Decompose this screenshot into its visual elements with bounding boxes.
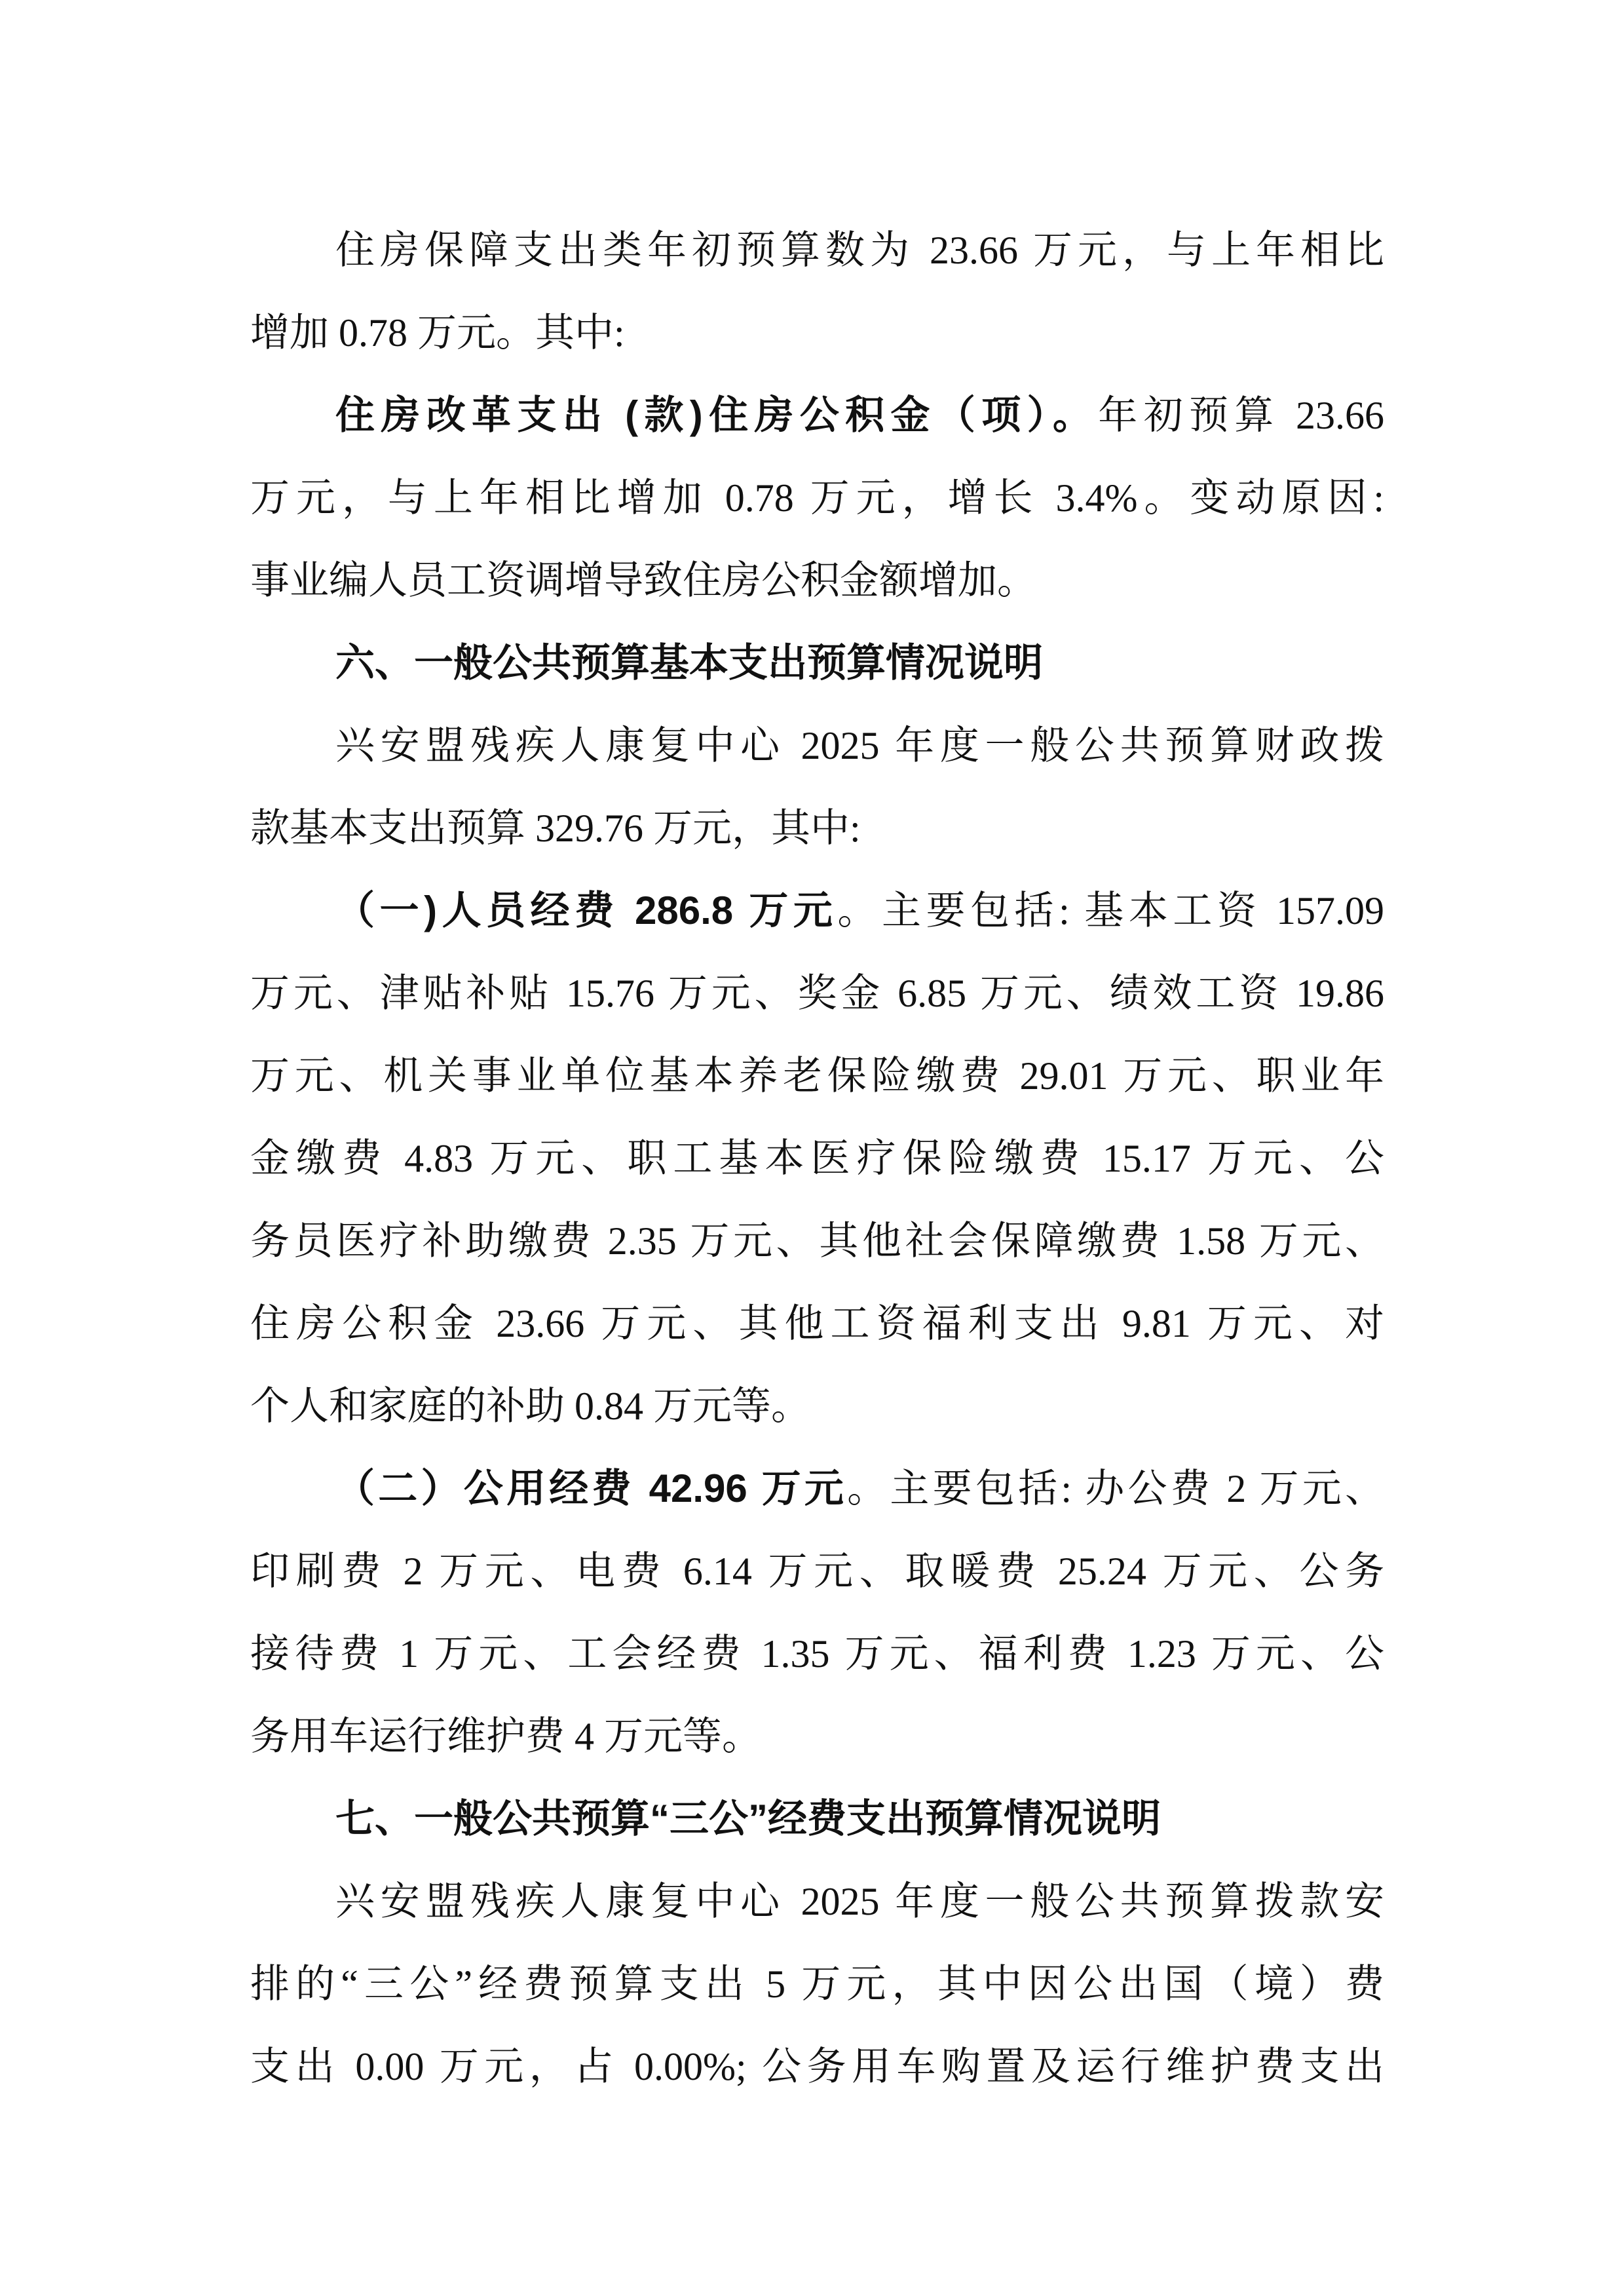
paragraph-line: 金缴费 4.83 万元、职工基本医疗保险缴费 15.17 万元、公 [250, 1137, 1384, 1180]
paragraph-line: 住房保障支出类年初预算数为 23.66 万元，与上年相比 [335, 229, 1384, 272]
paragraph-line: 万元、机关事业单位基本养老保险缴费 29.01 万元、职业年 [250, 1054, 1384, 1098]
paragraph-line: 个人和家庭的补助 0.84 万元等。 [250, 1385, 810, 1428]
paragraph-line: 务用车运行维护费 4 万元等。 [250, 1715, 761, 1758]
paragraph-line: 兴安盟残疾人康复中心 2025 年度一般公共预算财政拨 [335, 724, 1384, 767]
line-text: 。主要包括: 基本工资 157.09 [837, 889, 1385, 932]
section-heading: 七、一般公共预算“三公”经费支出预算情况说明 [335, 1797, 1161, 1841]
bold-lead: 住房改革支出 (款)住房公积金（项）。 [335, 393, 1099, 437]
paragraph-line: 务员医疗补助缴费 2.35 万元、其他社会保障缴费 1.58 万元、 [250, 1219, 1384, 1263]
paragraph-line [250, 374, 1384, 457]
paragraph-line: 款基本支出预算 329.76 万元，其中: [250, 807, 861, 850]
body-text [250, 209, 1384, 2108]
bold-lead: （二）公用经费 42.96 万元 [335, 1466, 848, 1510]
bold-lead: （一)人员经费 286.8 万元 [335, 889, 838, 932]
paragraph-line: 接待费 1 万元、工会经费 1.35 万元、福利费 1.23 万元、公 [250, 1632, 1384, 1675]
paragraph-line: 支出 0.00 万元，占 0.00%; 公务用车购置及运行维护费支出 [250, 2045, 1384, 2088]
paragraph-line: 住房公积金 23.66 万元、其他工资福利支出 9.81 万元、对 [250, 1302, 1384, 1345]
paragraph-line: 事业编人员工资调增导致住房公积金额增加。 [250, 559, 1036, 602]
paragraph-line [250, 870, 1384, 952]
paragraph-line [250, 1447, 1384, 1530]
paragraph-line: 万元、津贴补贴 15.76 万元、奖金 6.85 万元、绩效工资 19.86 [250, 972, 1384, 1015]
section-heading: 六、一般公共预算基本支出预算情况说明 [335, 641, 1043, 685]
paragraph-line: 兴安盟残疾人康复中心 2025 年度一般公共预算拨款安 [335, 1880, 1384, 1923]
paragraph-line: 万元，与上年相比增加 0.78 万元，增长 3.4%。变动原因: [250, 476, 1384, 520]
paragraph-line: 排的“三公”经费预算支出 5 万元，其中因公出国（境）费 [250, 1962, 1384, 2006]
line-text: 。主要包括: 办公费 2 万元、 [847, 1467, 1384, 1510]
line-text: 年初预算 23.66 [1098, 394, 1384, 437]
paragraph-line: 增加 0.78 万元。其中: [250, 311, 625, 354]
paragraph-line: 印刷费 2 万元、电费 6.14 万元、取暖费 25.24 万元、公务 [250, 1550, 1384, 1593]
